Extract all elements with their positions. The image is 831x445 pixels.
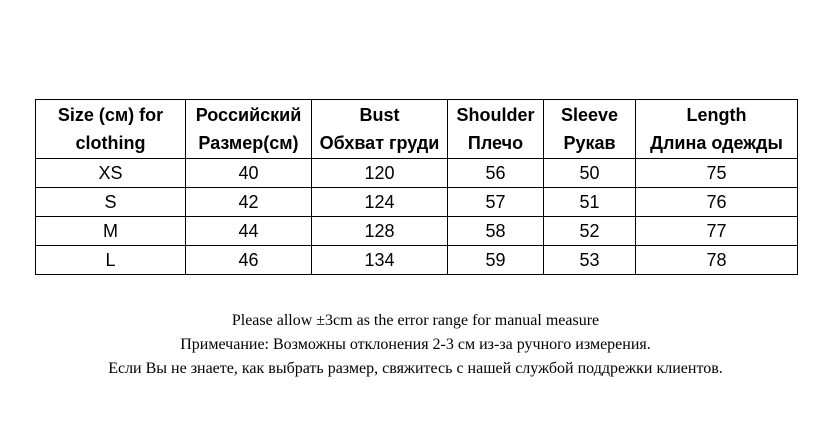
header-label: Size (см) for [57, 105, 164, 125]
table-row [36, 188, 798, 217]
cell-russian-size: 46 [186, 246, 312, 275]
size-chart-table [35, 99, 798, 275]
header-label: clothing [75, 133, 146, 153]
cell-sleeve: 51 [544, 188, 636, 217]
cell-bust: 120 [312, 159, 448, 188]
cell-length: 78 [636, 246, 798, 275]
header-length [636, 100, 798, 159]
table-row [36, 217, 798, 246]
cell-length: 75 [636, 159, 798, 188]
table-row [36, 159, 798, 188]
cell-length: 76 [636, 188, 798, 217]
header-label: Российский [195, 105, 302, 125]
note-error-range-ru: Примечание: Возможны отклонения 2-3 см из-за ручного измерения. [180, 336, 651, 353]
cell-size: XS [36, 159, 186, 188]
cell-bust: 124 [312, 188, 448, 217]
header-label: Размер(см) [198, 133, 299, 153]
header-label: Shoulder [456, 105, 535, 125]
cell-size: S [36, 188, 186, 217]
note-error-range-en: Please allow ±3cm as the error range for manual measure [231, 312, 600, 329]
note-contact-support: Если Вы не знаете, как выбрать размер, свяжитесь с нашей службой поддрежки клиентов. [108, 360, 723, 377]
cell-russian-size: 40 [186, 159, 312, 188]
cell-russian-size: 42 [186, 188, 312, 217]
table-row [36, 246, 798, 275]
cell-sleeve: 50 [544, 159, 636, 188]
header-size [36, 100, 186, 159]
measurement-notes [0, 309, 831, 381]
header-label: Length [686, 105, 747, 125]
table-header-row [36, 100, 798, 159]
header-label: Плечо [467, 133, 524, 153]
header-bust [312, 100, 448, 159]
cell-russian-size: 44 [186, 217, 312, 246]
cell-size: M [36, 217, 186, 246]
header-label: Длина одежды [650, 133, 783, 153]
header-label: Обхват груди [319, 133, 440, 153]
cell-bust: 134 [312, 246, 448, 275]
cell-shoulder: 57 [448, 188, 544, 217]
cell-shoulder: 58 [448, 217, 544, 246]
cell-bust: 128 [312, 217, 448, 246]
cell-size: L [36, 246, 186, 275]
header-shoulder [448, 100, 544, 159]
cell-sleeve: 52 [544, 217, 636, 246]
header-label: Рукав [563, 133, 616, 153]
header-label: Sleeve [560, 105, 619, 125]
cell-length: 77 [636, 217, 798, 246]
header-sleeve [544, 100, 636, 159]
header-russian-size [186, 100, 312, 159]
cell-sleeve: 53 [544, 246, 636, 275]
cell-shoulder: 56 [448, 159, 544, 188]
cell-shoulder: 59 [448, 246, 544, 275]
header-label: Bust [359, 105, 400, 125]
